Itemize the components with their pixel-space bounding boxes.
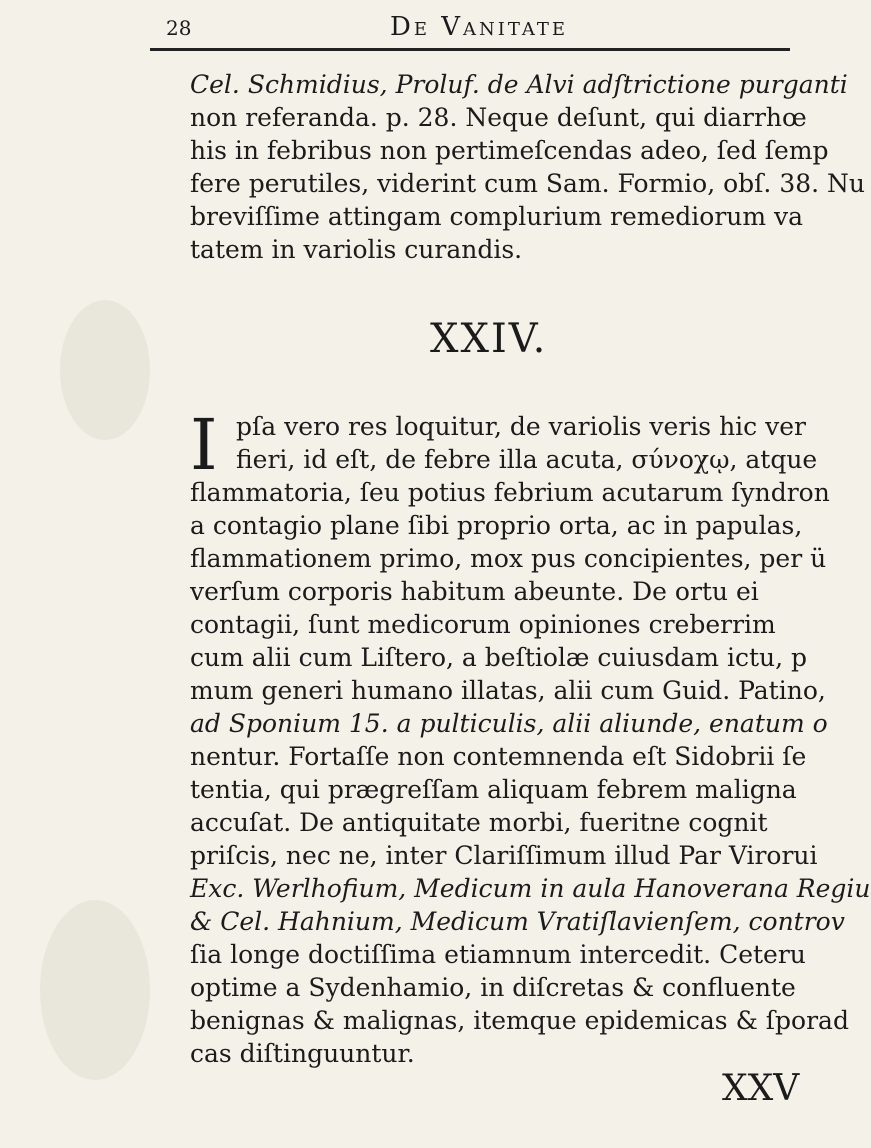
text-line: ad Sponium 15. a pulticulis, alii aliunde, enatum o: [190, 709, 828, 738]
paper-stain: [60, 300, 150, 440]
text-line: priſcis, nec ne, inter Clariſſimum illud Par Virorui: [190, 841, 818, 870]
text-line: tatem in variolis curandis.: [190, 235, 523, 264]
paragraph-main-continued: [190, 476, 871, 1070]
text-line: fere perutiles, viderint cum Sam. Formio, obſ. 38. Nu: [190, 169, 865, 198]
running-title: De Vanitate: [390, 12, 569, 42]
header-rule: [150, 48, 790, 51]
text-line: fieri, id eſt, de febre illa acuta, σύνοχῳ, atque: [236, 445, 818, 474]
page-header: [150, 10, 790, 46]
text-line: & Cel. Hahnium, Medicum Vratiſlavienſem, controv: [190, 907, 845, 936]
text-line: contagii, ſunt medicorum opiniones creberrim: [190, 610, 776, 639]
text-line: cas diſtinguuntur.: [190, 1039, 415, 1068]
paragraph-main: [236, 410, 818, 476]
text-line: optime a Sydenhamio, in diſcretas & confluente: [190, 973, 796, 1002]
text-line: Exc. Werlhofium, Medicum in aula Hanoverana Regiu: [190, 874, 871, 903]
text-line: non referanda. p. 28. Neque deſunt, qui diarrhœ: [190, 103, 807, 132]
text-line: cum alii cum Liſtero, a beſtiolæ cuiusdam ictu, p: [190, 643, 808, 672]
catchword: XXV: [722, 1068, 800, 1109]
text-line: Cel. Schmidius, Proluf. de Alvi adſtrictione purganti: [190, 70, 848, 99]
paragraph-top: [190, 68, 865, 266]
text-line: mum generi humano illatas, alii cum Guid. Patino,: [190, 676, 826, 705]
text-line: breviſſime attingam complurium remediorum va: [190, 202, 804, 231]
section-heading: XXIV.: [430, 316, 548, 362]
text-line: pſa vero res loquitur, de variolis veris hic ver: [236, 412, 806, 441]
text-line: ſia longe doctiſſima etiamnum intercedit. Ceteru: [190, 940, 806, 969]
text-line: nentur. Fortaſſe non contemnenda eſt Sidobrii ſe: [190, 742, 807, 771]
text-line: a contagio plane ſibi proprio orta, ac in papulas,: [190, 511, 803, 540]
text-line: verſum corporis habitum abeunte. De ortu ei: [190, 577, 759, 606]
drop-capital: I: [190, 404, 218, 486]
text-line: flammatoria, ſeu potius febrium acutarum ſyndron: [190, 478, 830, 507]
text-line: benignas & malignas, itemque epidemicas & ſporad: [190, 1006, 849, 1035]
text-line: tentia, qui prægreſſam aliquam febrem maligna: [190, 775, 797, 804]
paper-stain: [40, 900, 150, 1080]
text-line: his in febribus non pertimeſcendas adeo, ſed ſemp: [190, 136, 829, 165]
text-line: flammationem primo, mox pus concipientes, per ü: [190, 544, 827, 573]
text-line: accuſat. De antiquitate morbi, fueritne cognit: [190, 808, 768, 837]
page-number: 28: [166, 16, 192, 40]
